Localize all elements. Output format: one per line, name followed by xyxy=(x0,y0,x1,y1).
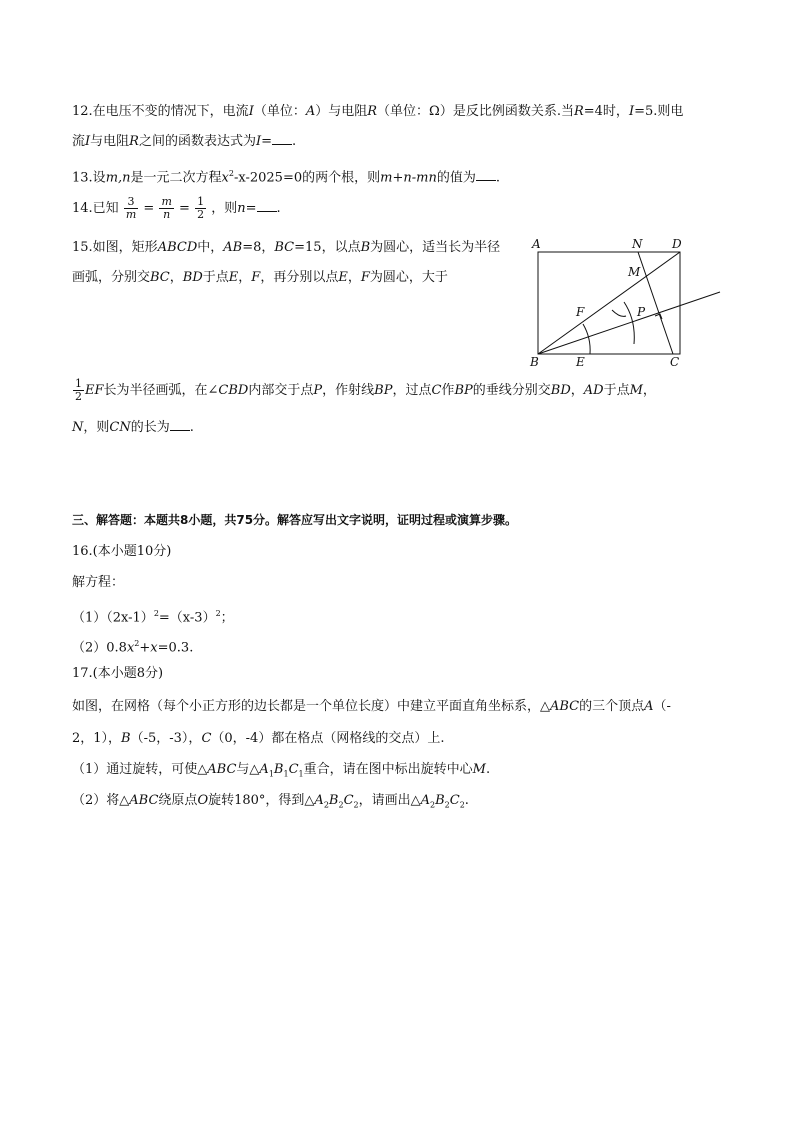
answer-blank[interactable] xyxy=(257,199,277,212)
q17-head: 17.(本小题8分) xyxy=(72,666,164,681)
q16-head: 16.(本小题10分) xyxy=(72,544,172,559)
fraction: $\frac{m}{n}$ xyxy=(161,195,172,221)
label-d: D xyxy=(672,237,682,251)
q17-part1: （1）通过旋转，可使△ABC与$\triangle A_1B_1C_1$重合，请在图中标出旋转中心M. xyxy=(72,762,491,779)
answer-blank[interactable] xyxy=(476,168,496,181)
label-a: A xyxy=(532,237,541,251)
fraction: $\frac{1}{2}$ xyxy=(197,195,205,221)
label-b: B xyxy=(530,355,539,369)
q17-line1: 如图，在网格（每个小正方形的边长都是一个单位长度）中建立平面直角坐标系，△ABC的三个顶点A（- xyxy=(72,699,671,714)
q13-line: 13.设m,n是一元二次方程$x^2-x-2025=0$的两个根，则m+n-mn的值为 . xyxy=(72,169,500,186)
answer-blank[interactable] xyxy=(170,418,190,431)
q15-line2: 画弧，分别交BC，BD于点E，F，再分别以点E，F为圆心，大于 xyxy=(72,270,448,285)
arc-p2 xyxy=(612,310,626,316)
q12-line2: 流I与电阻R之间的函数表达式为I= . xyxy=(72,134,297,149)
section-title: 三、解答题：本题共8小题，共75分。解答应写出文字说明，证明过程或演算步骤。 xyxy=(72,513,518,527)
fraction-half: $\frac{1}{2}$ xyxy=(75,377,82,403)
label-m: M xyxy=(628,265,641,279)
q14-line: 14.已知 $\frac{3}{m}$ = $\frac{m}{n}$ = $\frac{1}{2}$ ，则n= . xyxy=(72,195,281,221)
rectangle-figure xyxy=(528,232,728,372)
arc-ef xyxy=(583,324,590,354)
q15-line4: N，则CN的长为 . xyxy=(72,420,194,435)
q15-line1: 15.如图，矩形ABCD中，AB=8，BC=15，以点B为圆心，适当长为半径 xyxy=(72,240,501,255)
q16-part2: $(2)0.8x^2+x=0.3$. xyxy=(72,639,194,656)
q15-line3: $\frac{1}{2}$ EF长为半径画弧，在∠CBD内部交于点P，作射线BP，过点C作BP的垂线分别交BD，AD于点M， xyxy=(75,377,656,403)
label-n: N xyxy=(632,237,643,251)
fraction: $\frac{3}{m}$ xyxy=(125,195,137,221)
answer-blank[interactable] xyxy=(272,132,292,145)
q17-line2: 2，1），B（-5，-3），C（0，-4）都在格点（网格线的交点）上. xyxy=(72,731,445,746)
label-c: C xyxy=(670,355,680,369)
q16-part1: $(1)(2x-1)^2=(x-3)^2$； xyxy=(72,609,234,626)
diagonal-bd xyxy=(538,252,680,354)
ray-bp xyxy=(538,292,720,354)
label-f: F xyxy=(576,305,585,319)
segment-cn xyxy=(638,252,673,354)
label-p: P xyxy=(637,305,646,319)
q16-intro: 解方程： xyxy=(72,575,125,590)
q12-line1: 12.在电压不变的情况下，电流I（单位：A）与电阻R（单位：Ω）是反比例函数关系.当R=4时，I=5.则电 xyxy=(72,104,684,119)
label-e: E xyxy=(576,355,585,369)
q17-part2: （2）将△ABC绕原点O旋转180°，得到$\triangle A_2B_2C_2$，请画出$\triangle A_2B_2C_2$. xyxy=(72,793,469,810)
